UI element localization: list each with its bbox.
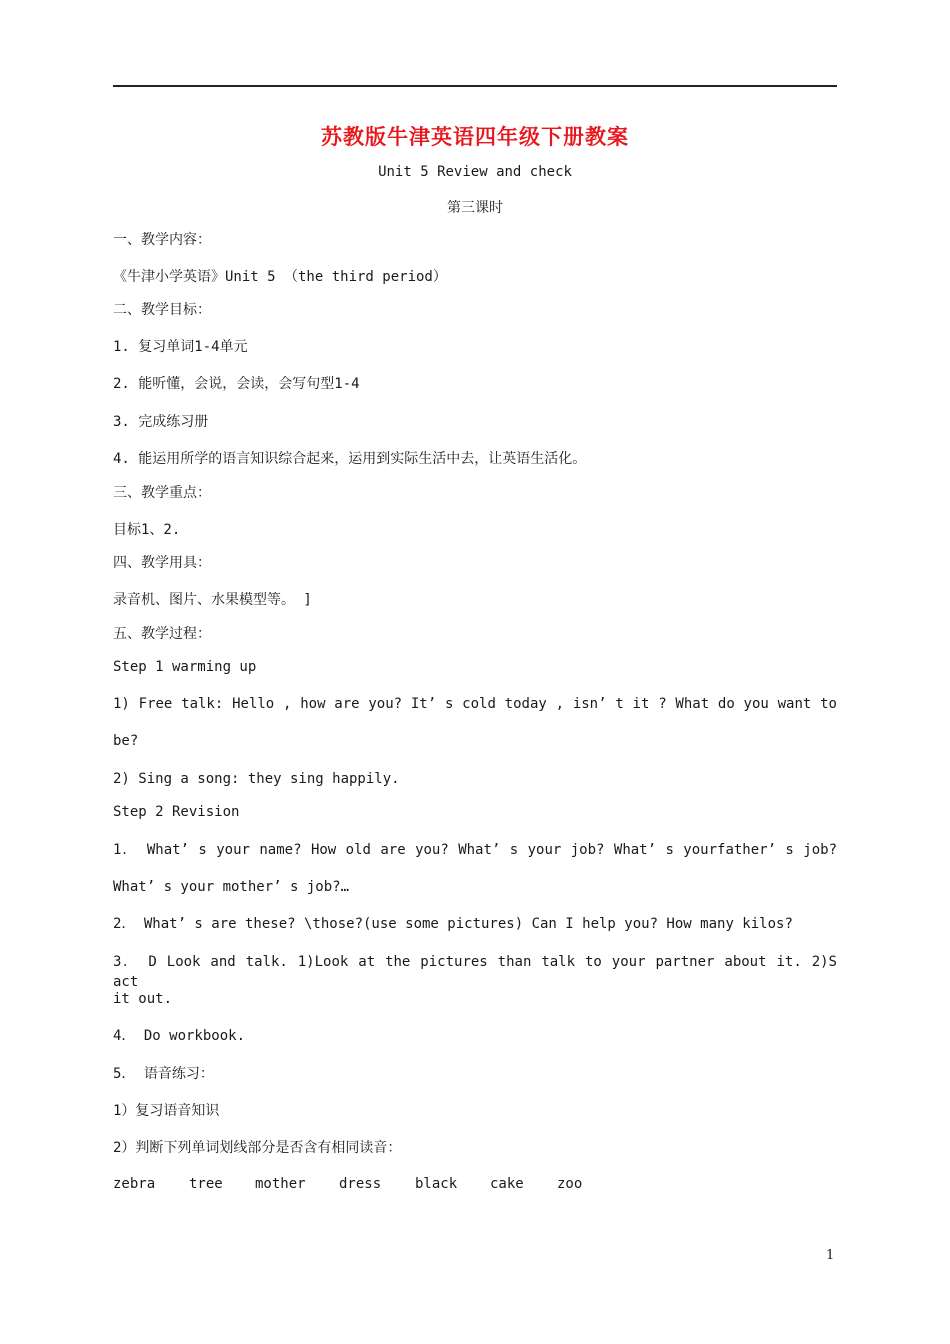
list-item: 4. 能运用所学的语言知识综合起来，运用到实际生活中去，让英语生活化。	[113, 451, 587, 467]
section-heading: 五、教学过程：	[113, 626, 211, 642]
word-item: zebra	[113, 1176, 156, 1192]
word-item: dress	[339, 1176, 382, 1192]
list-item: 2． What’ s are these? \those?(use some pictures) Can I help you? How many kilos?	[113, 916, 793, 932]
section-heading: 四、教学用具：	[113, 555, 211, 571]
word-item: mother	[255, 1176, 306, 1192]
header-rule	[113, 85, 837, 87]
step-heading: Step 1 warming up	[113, 659, 257, 675]
body-line: be?	[113, 733, 139, 749]
body-line: it out.	[113, 991, 173, 1007]
body-line: What’ s your mother’ s job?…	[113, 879, 350, 895]
body-line: 1）复习语音知识	[113, 1103, 220, 1119]
body-line: 1) Free talk: Hello , how are you? It’ s cold today , isn’ t it ? What do you want to	[113, 696, 837, 712]
document-title: 苏教版牛津英语四年级下册教案	[321, 124, 629, 149]
section-heading: 一、教学内容：	[113, 232, 211, 248]
list-item: 3. 完成练习册	[113, 414, 209, 430]
list-item: 4． Do workbook.	[113, 1028, 246, 1044]
word-item: cake	[490, 1176, 524, 1192]
section-heading: 二、教学目标：	[113, 302, 211, 318]
step-heading: Step 2 Revision	[113, 804, 240, 820]
word-item: zoo	[557, 1176, 583, 1192]
body-line: 录音机、图片、水果模型等。 ]	[113, 592, 312, 608]
body-line: 2) Sing a song: they sing happily.	[113, 771, 400, 787]
page-number: 1	[826, 1248, 835, 1263]
list-item: 5． 语音练习：	[113, 1066, 214, 1082]
list-item: 1． What’ s your name? How old are you? What’ s your job? What’ s yourfather’ s job?	[113, 842, 837, 858]
word-item: tree	[189, 1176, 223, 1192]
body-line: 目标1、2.	[113, 522, 181, 538]
lesson-period: 第三课时	[447, 200, 503, 216]
list-item: 1. 复习单词1-4单元	[113, 339, 248, 355]
document-subtitle: Unit 5 Review and check	[378, 164, 572, 180]
list-item: 2. 能听懂，会说，会读，会写句型1-4	[113, 376, 360, 392]
body-line: 2）判断下列单词划线部分是否含有相同读音：	[113, 1140, 402, 1156]
section-heading: 三、教学重点：	[113, 485, 211, 501]
word-item: black	[415, 1176, 458, 1192]
list-item: 3． D Look and talk. 1)Look at the pictures than talk to your partner about it. 2)S act	[113, 954, 837, 990]
body-line: 《牛津小学英语》Unit 5 （the third period）	[113, 269, 447, 285]
